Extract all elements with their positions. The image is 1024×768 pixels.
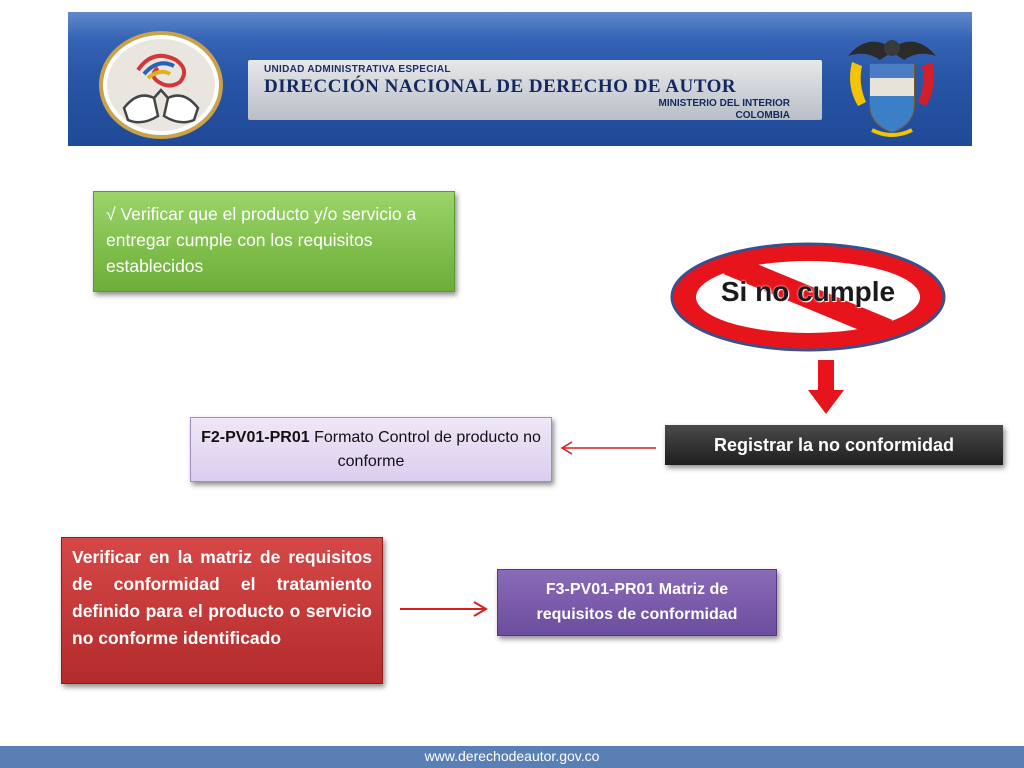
format-code: F2-PV01-PR01 [201, 429, 310, 446]
verify-matrix-box: Verificar en la matriz de requisitos de conformidad el tratamiento definido para el producto o servicio no conforme identificado [61, 537, 383, 684]
format-description: Formato Control de producto no conforme [309, 429, 541, 470]
ministry-line: MINISTERIO DEL INTERIOR [658, 98, 790, 109]
left-arrow-icon [558, 440, 658, 456]
banner-title: DIRECCIÓN NACIONAL DE DERECHO DE AUTOR [264, 76, 737, 97]
right-arrow-icon [398, 600, 490, 618]
matrix-requirements-box: F3-PV01-PR01 Matriz de requisitos de conformidad [497, 569, 777, 636]
country-line: COLOMBIA [735, 110, 790, 121]
dnda-logo-icon [98, 30, 224, 140]
colombia-coat-of-arms-icon [838, 26, 946, 142]
down-arrow-icon [806, 360, 846, 416]
banner-subtitle: UNIDAD ADMINISTRATIVA ESPECIAL [264, 64, 451, 75]
banner-ministry [659, 98, 791, 122]
no-cumple-label: Si no cumple [720, 276, 896, 307]
footer-url: www.derechodeautor.gov.co [424, 748, 600, 764]
verify-requirements-box: √ Verificar que el producto y/o servicio a entregar cumple con los requisitos establecidos [93, 191, 455, 292]
register-nonconformity-box: Registrar la no conformidad [665, 425, 1003, 465]
header-banner [68, 12, 972, 146]
footer-bar [0, 746, 1024, 768]
format-control-box [190, 417, 552, 482]
